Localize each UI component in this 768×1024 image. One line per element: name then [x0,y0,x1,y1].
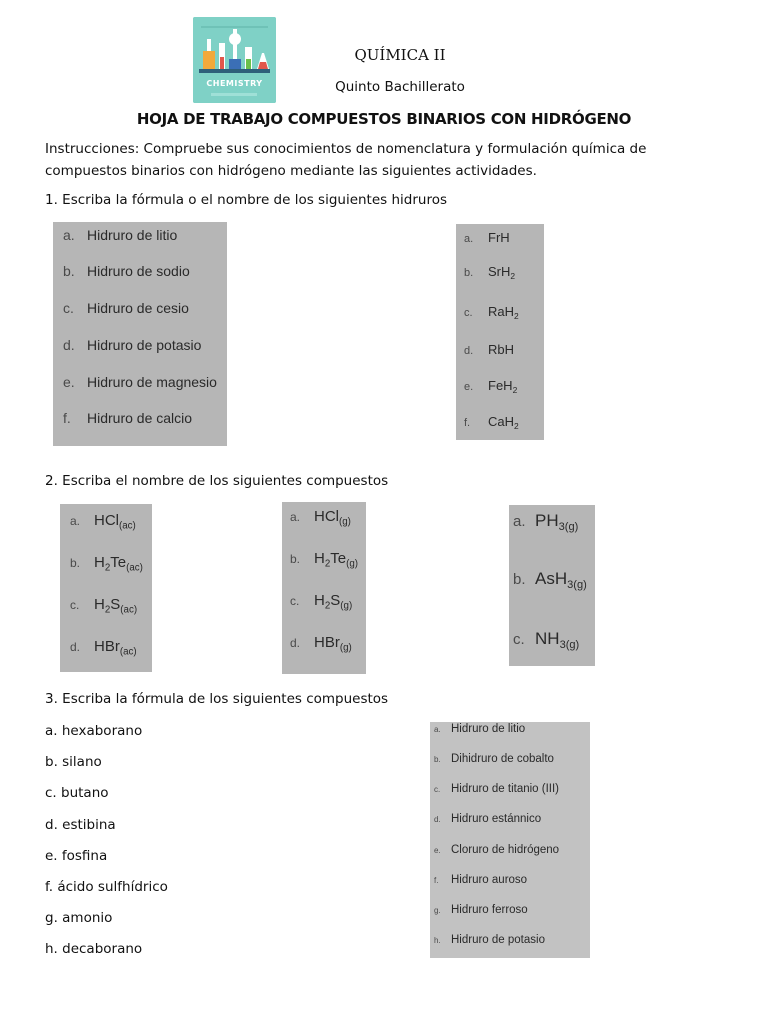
list-item: a. HCl$_{(ac)}$ [70,512,136,532]
list-item: c. butano [45,785,109,801]
list-item: a. Hidruro de litio [63,227,178,243]
list-item: d. Hidruro de potasio [63,337,202,353]
list-item: d. RbH [464,342,515,357]
grade-label: Quinto Bachillerato [335,79,465,95]
acids-gas-panel [282,502,366,674]
list-item: d. estibina [45,817,116,833]
section-3-heading: 3. Escriba la fórmula de los siguientes compuestos [45,691,389,707]
list-item: a. Hidruro de litio [434,723,526,735]
list-item: h. decaborano [45,941,143,957]
list-item: g. amonio [45,910,113,926]
list-item: f. Hidruro de calcio [63,410,193,426]
list-item: a. hexaborano [45,723,143,739]
list-item: b. Hidruro de sodio [63,263,190,279]
list-item: h. Hidruro de potasio [434,934,545,946]
list-item: c. $NH_{3(g)}$ [513,629,580,651]
covalent-hydrides-panel [509,505,595,666]
list-item: d. Hidruro estánnico [434,813,542,825]
section-1-heading: 1. Escriba la fórmula o el nombre de los siguientes hidruros [45,192,448,208]
lab-glassware-icon [193,17,276,103]
instructions [45,138,745,182]
list-item: e. Hidruro de magnesio [63,374,217,390]
list-item: b. SrH$_2$ [464,264,516,281]
section-2-heading: 2. Escriba el nombre de los siguientes compuestos [45,473,389,489]
hydride-formulas-panel [456,224,544,440]
list-item: c. $H_2S_{(g)}$ [290,592,353,612]
instructions-line-1: Instrucciones: Compruebe sus conocimientos de nomenclatura y formulación química de [45,141,647,157]
list-item: e. fosfina [45,848,108,864]
page-title: HOJA DE TRABAJO COMPUESTOS BINARIOS CON HIDRÓGENO [136,110,632,128]
list-item: e. Cloruro de hidrógeno [434,844,560,856]
list-item: d. HBr$_{(g)}$ [290,634,352,654]
hydride-names-panel [53,222,227,446]
course-title: QUÍMICA II [354,46,446,64]
list-item: c. RaH$_2$ [464,304,519,321]
list-item: c. Hidruro de cesio [63,300,189,316]
list-item: b. Dihidruro de cobalto [434,753,554,765]
list-item: a. HCl$_{(g)}$ [290,508,351,528]
acids-aqueous-panel [60,504,152,672]
list-item: d. HBr$_{(ac)}$ [70,638,137,658]
list-item: b. $H_2Te_{(g)}$ [290,550,359,570]
list-item: c. Hidruro de titanio (III) [434,783,560,795]
hydride-names-panel-2 [430,722,590,958]
list-item: e. FeH$_2$ [464,378,518,395]
list-item: a. $PH_{3(g)}$ [513,511,579,533]
logo-text: CHEMISTRY [206,79,263,88]
list-item: a. FrH [464,230,510,245]
list-item: b. AsH$_{3(g)}$ [513,569,587,591]
list-item: c. $H_2S_{(ac)}$ [70,596,138,616]
list-item: b. silano [45,754,102,770]
list-item: b. $H_2Te_{(ac)}$ [70,554,143,574]
list-item: g. Hidruro ferroso [434,904,528,916]
list-item: f. ácido sulfhídrico [45,879,168,895]
list-item: f. Hidruro auroso [434,874,528,886]
instructions-line-2: compuestos binarios con hidrógeno mediante las siguientes actividades. [45,163,537,179]
list-item: f. CaH$_2$ [464,414,519,431]
chemistry-logo [193,17,276,103]
